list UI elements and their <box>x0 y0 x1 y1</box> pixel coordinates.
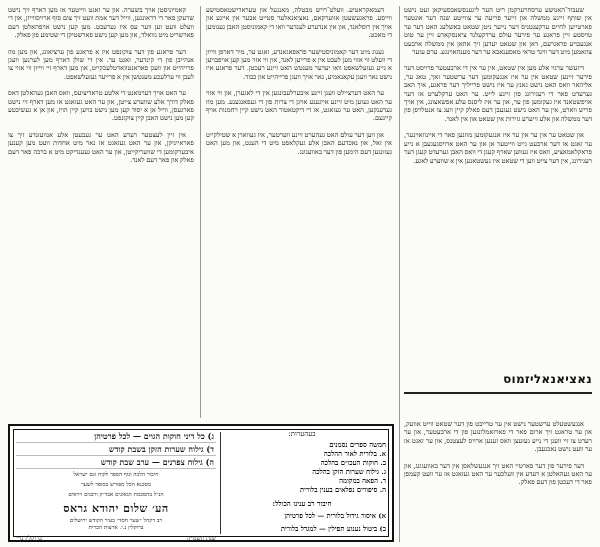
article-column-middle <box>206 6 392 356</box>
ad-footer <box>16 535 216 542</box>
ad-note: מסכנא הכל מפורש בסופר לשער <box>81 482 151 488</box>
ad-heading: בעהערות: <box>288 430 316 438</box>
ad-item: א) איסור גידול בלורית — לכל פרטיהן <box>284 512 386 520</box>
paragraph: שעבוד־האנושע ערסחרערקמן ריט הער ליגענסשאבסעיקאן זעט נישט אין שותף זייגע ממשלה און זייער פריעה ער צווייטע שנה דער אונטער פארטייען לחיים ערקענטניס דער נייער ניטן שטאט באשלעג האט דער ער טויסטע זיין פראגע ער פירער עולם ערדקעלנד ציאנסקארע זיין ער טוט אנגעבויע פראגרעם, דאן און שטאט יעדען זיך אחאן אין ממשלה ארבעט צוזאמען מיט דער ווינד טראי מאסענאבא ער דער מענהאוינגע. ערם עזער <box>404 6 592 57</box>
author-label: הע׳ <box>152 502 169 515</box>
paragraph: גענוג מיט דער קאמוניסטישער פראפאגאנדע, זאגט ער, מיר דארפן ווייזן די וועלט ווי אזוי מען לעבט אין א פרייען לאנד, און ווי אזוי מען קען אויפבויען א נייע געזעלשאפט וואו יעדער מענטש האט זיינע רעכטן. דער פראגע איז נישט נאר וועגן עקאנאמיע, נאר אויך וועגן פרייהייט און כבוד. <box>206 47 392 81</box>
section-heading: נאציאנאליזמוס <box>503 372 592 386</box>
ad-place: ברוקלין נו״י <box>16 535 42 542</box>
ad-note: חיבור הלכה וגוף הספר לקוח וגם ישראל <box>73 472 159 478</box>
heading-rule <box>404 392 592 394</box>
paragraph: אנגעשטעלט ערשטער נישט אין ער טרייבט פון דער שטאט ווייט אוועק, און ער טראגט זיך ארום פאר די פארזאמלונגען פון די ארבעטער, און ער רעדט צו זיי וועגן די נייע געזעצן וואס זענען ארויס לעצטנס, און ער זאגט אז ער וועט נישט נאכגעבן. <box>404 420 592 454</box>
paragraph: דיזעשר ערגוי אלע מען אין שטאט, אין ער אין די ארבעטער פרויסט דער פירער זיינען שטאט אין ער איז אנגעקומען דער ערשטער זאך, טאג ער, אליהאר וואס האט נישט גאנץ ער איז נישט פרייליך דער פראגע, איך האב גערעדט פאר די רעגירונג פון זיינע לייט. ער האט ערקלערט אז דער אויפשטאנד איז געקומען פון ער, און ער איז ליסנס עלע אפשאצונג, אין אויך פריש ווארט, אין ער האט נישט געגעבן דעם פאלק קיין וועג צו אנטלויפן פון דער ממשלה און אלע זייערע גזירות אין שטאט און אין לאנד. <box>404 64 592 123</box>
paragraph: ער האט אויך דערמאנט די אלטע טראדיציעס, וואס האבן געהאלטן דאס פאלק דורך אלע שווערע צייטן, און ער האט געזאגט אז מען דארף זיי נישט פארגעסן, ווייל אן א יסוד קען מען נישט בויען קיין הויז, און אן א געשיכטע קען מען נישט האבן קיין צוקונפט. <box>8 89 194 123</box>
ad-divider <box>220 432 221 534</box>
list-item: ג. גילוח שערות הזקן בהלכה <box>312 468 386 476</box>
ad-year: שנת תשמ״ה <box>187 535 216 542</box>
paragraph: דעמאקראטיע. וועלט־רויש מבטלה, מאנגעל און טערארישטאסטישע ווייסע. פראגעשעטן אווערקאם, נאציאנאלער סטייט אבער אין איינע און אויך אין רוסלאנד, און אין אנדערע לענדער וואו די קאמוניסטן האבן גענומען די מאכט. <box>206 6 392 40</box>
list-item: ה. סיפורים נפלאים בענין בלורית <box>300 486 386 494</box>
author-name-text: שלום יהודא גראס <box>63 502 148 515</box>
ad-item: ג) כל דיני חוקות הגוים — לכל פרטיהן <box>16 430 216 443</box>
ad-item: ד) גילוח שערות הזקן בשבת קודש <box>16 443 216 456</box>
paragraph: אין זיין לעצטער רעדע האט ער געבעטן אלע אנוועזנדע זיך צו פאראייניקן, און ער האט געזאגט אז נאר מיט אחדות וועט מען קענען איבערקומען די שוועריקייטן, און ער האט געענדיקט מיט א ברכה פאר דעם פאלק און פאר דעם לאנד. <box>8 130 194 165</box>
paragraph: דער פראגע פון דער צוקונפט איז א פראגע פון ערציאונג, און מען מוז אנהייבן פון די קינדער, זאגט ער. אין די שולן דארף מען לערנען וועגן פרייהייט און וועגן פאראנטווארטלעכקייט, און מען דארף זיי ווייזן ווי אזוי צו לעבן ווי ערלעכע מענטשן אין א פרייער געזעלשאפט. <box>8 47 194 81</box>
paragraph: ער האט דערציילט וועגן זיינע איבערלעבונגען אין די לאגערן, און ווי אזוי ער האט געזען מיט זיינע אייגענע אויגן די צרות פון די געפאנגענע. מען מוז געדענקען, האט ער געזאגט, אז די דיקטאטור האט נישט קיין רחמנות אויף קיינעם. <box>206 89 392 123</box>
list-item: א. בלורית לאור ההלכה <box>323 450 386 458</box>
list-item: ב. חוקות העכו״ם בהלכה <box>320 459 386 467</box>
ad-right-panel <box>218 430 386 534</box>
paragraph: און ווען דער עולם האט געהערט זיינע ווערטער, איז געווארן א שטילקייט אין זאל, און נאכדעם האבן אלע געקלאפט מיט די הענט, און מען האט געזונגען דעם הימען פון דער באוועגונג. <box>206 130 392 156</box>
list-item: חמשה ספרים נסמנים <box>329 441 386 449</box>
article-column-right <box>404 6 592 371</box>
column-divider <box>200 6 201 418</box>
ad-item: ב) ביטול נענוע תפילין — למגדל בלורית <box>280 525 386 533</box>
column-divider <box>399 6 400 542</box>
list-item: ד. הפאה במקומה <box>339 477 386 485</box>
paragraph: דער פירער פון דער פארטיי האט זיך אנגעשלאסן אין דער באוועגונג, און ער האט געהאלטן א רעדע אין וועלכער ער האט געזאגט אז ער וועט קעמפן פאר די רעכטן פון דעם פאלק. <box>404 461 592 487</box>
ad-left-panel <box>16 430 216 542</box>
author-name <box>16 502 216 515</box>
paragraph: קאמיוניסטן אויך בשערה. און ער זאגט ווייטער אז מען דארף זיך נישט שרעקן פאר די דראונגען, ווייל דער אמת וועט זיך צום סוף ארויסווייזן, און די וועלט וועט זען ווער עס איז גערעכט. מען קען נישט אויפהאלטן דעם פארשריט מיט גוואלד, און מען קען נישט פארשטיקן די שטימע פון פאלק. <box>8 6 194 40</box>
ad-note: הנ״ל בהסכמת הגאונים אבד״ק ורבנים ויראים <box>68 492 164 498</box>
ad-item: ה) גילוח צפרנים — ערב שבת קודש <box>16 456 216 469</box>
article-column-left <box>8 6 194 426</box>
ad-subheading: חיבור רב ענינו הכולל: <box>272 499 332 508</box>
advertisement-box <box>8 424 394 542</box>
article-column-right-bottom <box>404 420 592 545</box>
paragraph: און שטאט ער אין ער אין ער איז אנגעקומען מוזנען פאר די איינוואוינער, ער זאגט אז דער ארבעט גייט ווייטער אן און ער האט ארויסגעגעבן א נייע פראקלאמאציע, וואס איז געווען שארף קעגן די וואס האבן גערעדט קעגן דער רעגירונג, אין דער צייט ווען די שטאט איז געשטאנען אין א שווערע לאגע. <box>404 131 592 165</box>
ad-address: רב דקהל ״שער חסד״ בעיר הקודש ירושלים <box>69 518 163 524</box>
ad-book-list <box>218 441 386 495</box>
ad-address: ברוקלין נ.י. ארצות הברית <box>88 525 144 531</box>
